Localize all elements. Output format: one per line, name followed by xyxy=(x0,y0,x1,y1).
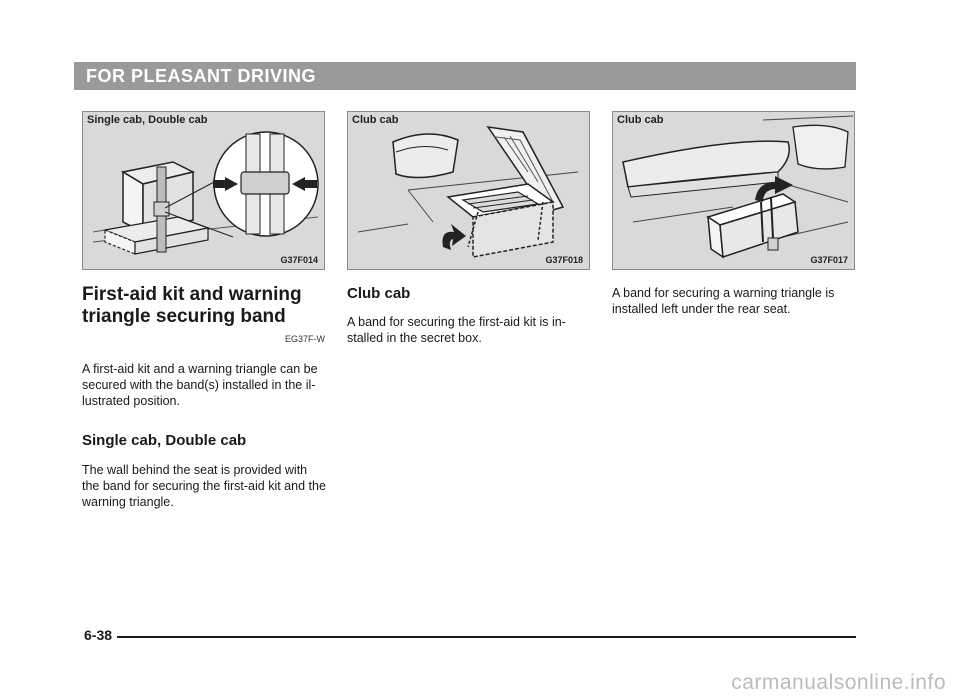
section-intro: A first-aid kit and a warning triangle can be secured with the band(s) installed in the il-lustrated position. xyxy=(82,362,318,408)
single-cab-illustration xyxy=(83,112,325,270)
single-cab-heading: Single cab, Double cab xyxy=(82,432,247,449)
footer-rule xyxy=(117,636,856,638)
figure-code: G37F018 xyxy=(545,255,583,265)
section-header-title: FOR PLEASANT DRIVING xyxy=(86,66,317,86)
section-title: First-aid kit and warning triangle securing band xyxy=(82,284,302,327)
figure-club-cab-box xyxy=(347,111,590,270)
figure-caption: Club cab xyxy=(352,114,399,126)
figure-code: G37F017 xyxy=(810,255,848,265)
figure-code: G37F014 xyxy=(280,255,318,265)
section-header-bar xyxy=(74,62,856,90)
club-cab-box-illustration xyxy=(348,112,590,270)
figure-club-cab-seat xyxy=(612,111,855,270)
page-number: 6-38 xyxy=(84,627,113,643)
single-cab-text: The wall behind the seat is provided with the band for securing the first-aid kit and the warning triangle. xyxy=(82,463,326,509)
club-cab-text: A band for securing the first-aid kit is in-stalled in the secret box. xyxy=(347,315,566,345)
watermark: carmanualsonline.info xyxy=(731,671,946,694)
club-cab-seat-illustration xyxy=(613,112,855,270)
figure-single-cab xyxy=(82,111,325,270)
club-cab-heading: Club cab xyxy=(347,285,411,302)
figure-caption: Single cab, Double cab xyxy=(87,114,208,126)
figure-caption: Club cab xyxy=(617,114,664,126)
section-code: EG37F-W xyxy=(284,334,325,344)
club-cab-triangle-text: A band for securing a warning triangle is installed left under the rear seat. xyxy=(612,286,835,316)
